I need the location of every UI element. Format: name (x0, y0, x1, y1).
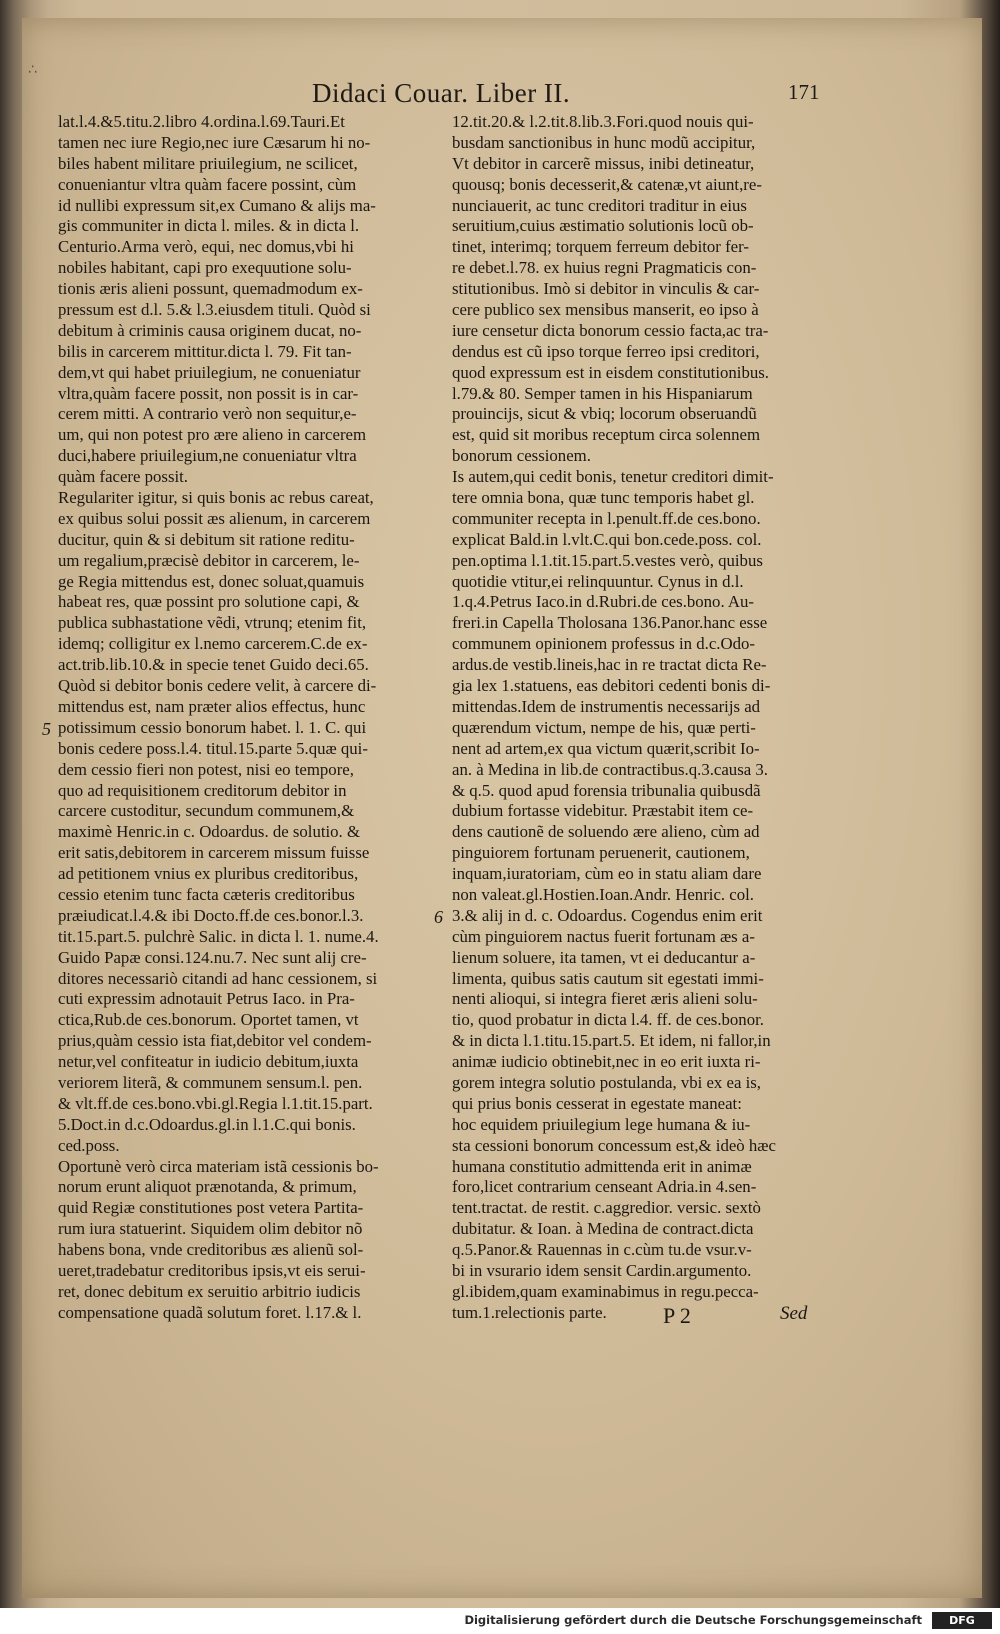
text-line: quo ad requisitionem creditorum debitor in (58, 780, 347, 800)
text-line: ardus.de vestib.lineis,hac in re tractat dicta Re- (452, 655, 767, 675)
text-line: potissimum cessio bonorum habet. l. 1. C. qui (58, 717, 367, 737)
text-line: id nullibi expressum sit,ex Cumano & alijs ma- (58, 195, 376, 215)
text-line: l.79.& 80. Semper tamen in his Hispaniarum (452, 383, 753, 403)
text-line: seruitium,cuius æstimatio solutionis locũ ob- (452, 216, 754, 236)
text-line: compensatione quadã solutum foret. l.17.& l. (58, 1302, 362, 1322)
dfg-logo: DFG (932, 1612, 992, 1629)
text-line: foro,licet contrarium censeant Adria.in 4.sen- (452, 1177, 757, 1197)
digitization-footer (0, 1608, 1000, 1634)
text-line: cùm pinguiorem nactus fuerit fortunam æs a- (452, 926, 755, 946)
text-line: Quòd si debitor bonis cedere velit, à carcere di- (58, 676, 377, 696)
text-line: nenti alioqui, si integra fieret æris alieni solu- (452, 989, 758, 1009)
text-line: norum erunt aliquot prænotanda, & primum, (58, 1177, 357, 1197)
text-line: erit satis,debitorem in carcerem missum fuisse (58, 843, 370, 863)
text-line: habeat res, quæ possint pro solutione capi, & (58, 592, 360, 612)
text-line: prouincijs, sicut & vbiq; locorum obseruandũ (452, 404, 757, 424)
text-line: mittendas.Idem de instrumentis necessarijs ad (452, 696, 761, 716)
text-line: tinet, interimq; torquem ferreum debitor fer- (452, 237, 749, 257)
text-line: um, qui non potest pro ære alieno in carcerem (58, 425, 367, 445)
catchword: Sed (780, 1303, 808, 1324)
text-line: netur,vel confiteatur in iudicio debitum,iuxta (58, 1052, 359, 1072)
text-line: pen.optima l.1.tit.15.part.5.vestes verò, quibus (452, 550, 763, 570)
left-text-column (58, 112, 433, 1324)
text-line: um regalium,præcisè debitor in carcerem, le- (58, 550, 360, 570)
text-line: ueret,tradebatur creditoribus ipsis,vt eis serui- (58, 1260, 366, 1280)
text-line: qui prius bonis cesserat in egestate maneat: (452, 1093, 742, 1113)
folio-number: 171 (788, 80, 820, 104)
margin-number-left: 5 (42, 719, 51, 739)
text-line: hoc equidem priuilegium lege humana & iu- (452, 1114, 751, 1134)
text-line: cerem mitti. A contrario verò non sequitur,e- (58, 404, 357, 424)
text-line: nunciauerit, ac tunc creditori traditur in eius (452, 195, 747, 215)
text-line: ctica,Rub.de ces.bonorum. Oportet tamen, vt (58, 1010, 359, 1030)
text-line: q.5.Panor.& Rauennas in c.cùm tu.de vsur.v- (452, 1240, 752, 1260)
text-line: ge Regia mittendus est, donec soluat,quamuis (58, 571, 365, 591)
text-line: tere omnia bona, quæ tunc temporis habet gl. (452, 488, 755, 508)
text-line: Regulariter igitur, si quis bonis ac rebus careat, (58, 488, 374, 508)
text-line: lat.l.4.&5.titu.2.libro 4.ordina.l.69.Tauri.Et (58, 112, 345, 131)
text-line: limenta, quibus satis cautum sit egestati immi- (452, 968, 764, 988)
text-line: gorem integra solutio postulanda, vbi ex ea is, (452, 1072, 761, 1092)
text-line: non valeat.gl.Hostien.Ioan.Andr. Henric. col. (452, 884, 754, 904)
text-line: habens bona, vnde creditoribus æs alienũ sol- (58, 1240, 364, 1260)
text-line: debitum à criminis causa originem ducat, no- (58, 320, 362, 340)
text-line: bilis in carcerem mittitur.dicta l. 79. Fit tan- (58, 341, 352, 361)
text-line: quid Regiæ constitutiones post vetera Partita- (58, 1198, 364, 1218)
text-line: & vlt.ff.de ces.bono.vbi.gl.Regia l.1.tit.15.part. (58, 1093, 373, 1113)
text-line: communem opinionem professus in d.c.Odo- (452, 634, 755, 654)
text-line: cuti expressim adnotauit Petrus Iaco. in Pra- (58, 989, 355, 1009)
text-line: act.trib.lib.10.& in specie tenet Guido deci.65. (58, 655, 369, 675)
binding-mark: ∴ (28, 62, 37, 78)
text-line: tent.tractat. de restit. c.aggredior. versic. sextò (452, 1198, 761, 1218)
text-line: publica subhastatione vẽdi, vtrunq; etenim fit, (58, 613, 367, 633)
text-line: tum.1.relectionis parte. (452, 1302, 607, 1322)
text-line: communiter recepta in l.penult.ff.de ces.bono. (452, 508, 761, 528)
text-line: dem,vt qui habet priuilegium, ne conueniatur (58, 362, 361, 382)
running-head: Didaci Couar. Liber II. (312, 78, 571, 108)
text-line: dens cautionẽ de soluendo ære alieno, cùm ad (452, 822, 760, 842)
text-line: explicat Bald.in l.vlt.C.qui bon.cede.poss. col. (452, 529, 762, 549)
text-line: 12.tit.20.& l.2.tit.8.lib.3.Fori.quod nouis qui- (452, 112, 754, 131)
text-line: vltra,quàm facere possit, non possit is in car- (58, 383, 359, 403)
text-line: bi in vsurario idem sensit Cardin.argumento. (452, 1260, 752, 1280)
text-line: quàm facere possit. (58, 467, 189, 487)
text-line: tamen nec iure Regio,nec iure Cæsarum hi no- (58, 132, 371, 152)
text-line: Oportunè verò circa materiam istã cessionis bo- (58, 1156, 379, 1176)
text-line: idemq; colligitur ex l.nemo carcerem.C.de ex- (58, 634, 368, 654)
text-line: Centurio.Arma verò, equi, nec domus,vbi hi (58, 237, 354, 257)
text-line: dendus est cũ ipso torque ferreo ipsi creditori, (452, 341, 760, 361)
text-line: dem cessio fieri non potest, nisi eo tempore, (58, 759, 354, 779)
text-line: nobiles habitant, capi pro exequutione solu- (58, 258, 352, 278)
text-line: ducitur, quin & si debitum sit ratione reditu- (58, 529, 355, 549)
text-line: & in dicta l.1.titu.15.part.5. Et idem, ni fallor,in (452, 1031, 771, 1051)
text-line: bonis cedere poss.l.4. titul.15.parte 5.quæ qui- (58, 738, 368, 758)
text-line: Guido Papæ consi.124.nu.7. Nec sunt alij cre- (58, 947, 367, 967)
text-line: cessio etenim tunc facta cæteris creditoribus (58, 884, 355, 904)
text-line: Vt debitor in carcerẽ missus, inibi detineatur, (452, 153, 755, 173)
text-line: bonorum cessionem. (452, 446, 591, 466)
text-line: re debet.l.78. ex huius regni Pragmaticis con- (452, 258, 757, 278)
text-line: dubitatur. & Ioan. à Medina de contract.dicta (452, 1219, 754, 1239)
text-line: ret, donec debitum ex seruitio arbitrio iudicis (58, 1281, 361, 1301)
text-line: tit.15.part.5. pulchrè Salic. in dicta l. 1. nume.4. (58, 926, 379, 946)
text-line: dubium fortasse videbitur. Præstabit item ce- (452, 801, 754, 821)
text-line: iure censetur dicta bonorum cessio facta,ac tra- (452, 320, 769, 340)
text-line: 1.q.4.Petrus Iaco.in d.Rubri.de ces.bono. Au- (452, 592, 755, 612)
text-line: pressum est d.l. 5.& l.3.eiusdem tituli. Quòd si (58, 300, 371, 320)
text-line: mittendus est, nam præter alios effectus, hunc (58, 696, 366, 716)
text-line: biles habent militare priuilegium, ne scilicet, (58, 153, 358, 173)
text-line: tio, quod probatur in dicta l.4. ff. de ces.bonor. (452, 1010, 764, 1030)
text-line: cere publico sex mensibus manserit, eo ipso à (452, 300, 759, 320)
text-line: lienum soluere, ita tamen, vt ei deducantur a- (452, 947, 756, 967)
text-line: gl.ibidem,quam examinabimus in regu.pecca- (452, 1281, 759, 1301)
text-line: prius,quàm cessio ista fiat,debitor vel condem- (58, 1031, 372, 1051)
text-line: sta cessioni bonorum concessum est,& ideò hæc (452, 1135, 776, 1155)
right-text-column (452, 112, 818, 1324)
text-line: 3.& alij in d. c. Odoardus. Cogendus enim erit (452, 905, 763, 925)
text-line: rum iura statuerint. Siquidem olim debitor nõ (58, 1219, 363, 1239)
text-line: quotidie vtitur,ei relinquuntur. Cynus in d.l. (452, 571, 744, 591)
text-line: gia lex 1.statuens, eas debitori cedenti bonis di- (452, 676, 771, 696)
text-line: quærendum victum, nempe de his, quæ perti- (452, 717, 756, 737)
text-line: ditores necessariò citandi ad hanc cessionem, si (58, 968, 378, 988)
text-line: stitutionibus. Imò si debitor in vinculis & car- (452, 279, 760, 299)
text-line: carcere custoditur, secundum communem,& (58, 801, 355, 821)
text-line: an. à Medina in lib.de contractibus.q.3.causa 3. (452, 759, 768, 779)
text-line: quousq; bonis decesserit,& catenæ,vt aiunt,re- (452, 174, 762, 194)
text-line: freri.in Capella Tholosana 136.Panor.hanc esse (452, 613, 768, 633)
text-line: inquam,iuratoriam, cùm eo in statu aliam dare (452, 864, 762, 884)
text-line: humana constitutio admittenda erit in animæ (452, 1156, 752, 1176)
text-line: præiudicat.l.4.& ibi Docto.ff.de ces.bonor.l.3. (58, 905, 364, 925)
text-line: nent ad artem,ex qua victum quærit,scribit Io- (452, 738, 760, 758)
text-line: tionis æris alieni possunt, quemadmodum ex- (58, 279, 363, 299)
text-line: gis communiter in dicta l. miles. & in dicta l. (58, 216, 360, 236)
text-line: conueniantur vltra quàm facere possint, cùm (58, 174, 357, 194)
margin-number-right: 6 (434, 907, 443, 927)
text-line: busdam sanctionibus in hunc modũ accipitur, (452, 132, 756, 152)
text-line: 5.Doct.in d.c.Odoardus.gl.in l.1.C.qui bonis. (58, 1114, 356, 1134)
text-line: & q.5. quod apud forensia tribunalia quibusdã (452, 780, 761, 800)
text-line: duci,habere priuilegium,ne conueniatur vltra (58, 446, 357, 466)
text-line: ced.poss. (58, 1135, 120, 1155)
text-line: ad petitionem vnius ex pluribus creditoribus, (58, 864, 359, 884)
text-line: ex quibus solui possit æs alienum, in carcerem (58, 508, 371, 528)
text-line: veriorem literã, & communem sensum.l. pen. (58, 1072, 363, 1092)
text-line: est, quid sit moribus receptum circa solennem (452, 425, 761, 445)
text-line: Is autem,qui cedit bonis, tenetur creditori dimit- (452, 467, 774, 487)
signature-mark: P 2 (663, 1303, 691, 1328)
text-line: animæ iudicio obtinebit,nec in eo erit iuxta ri- (452, 1052, 761, 1072)
text-line: pinguiorem fortunam peruenerit, cautionem, (452, 843, 750, 863)
text-line: maximè Henric.in c. Odoardus. de solutio. & (58, 822, 360, 842)
text-line: quod expressum est in eisdem constitutionibus. (452, 362, 769, 382)
funding-notice: Digitalisierung gefördert durch die Deutsche Forschungsgemeinschaft (464, 1613, 922, 1627)
